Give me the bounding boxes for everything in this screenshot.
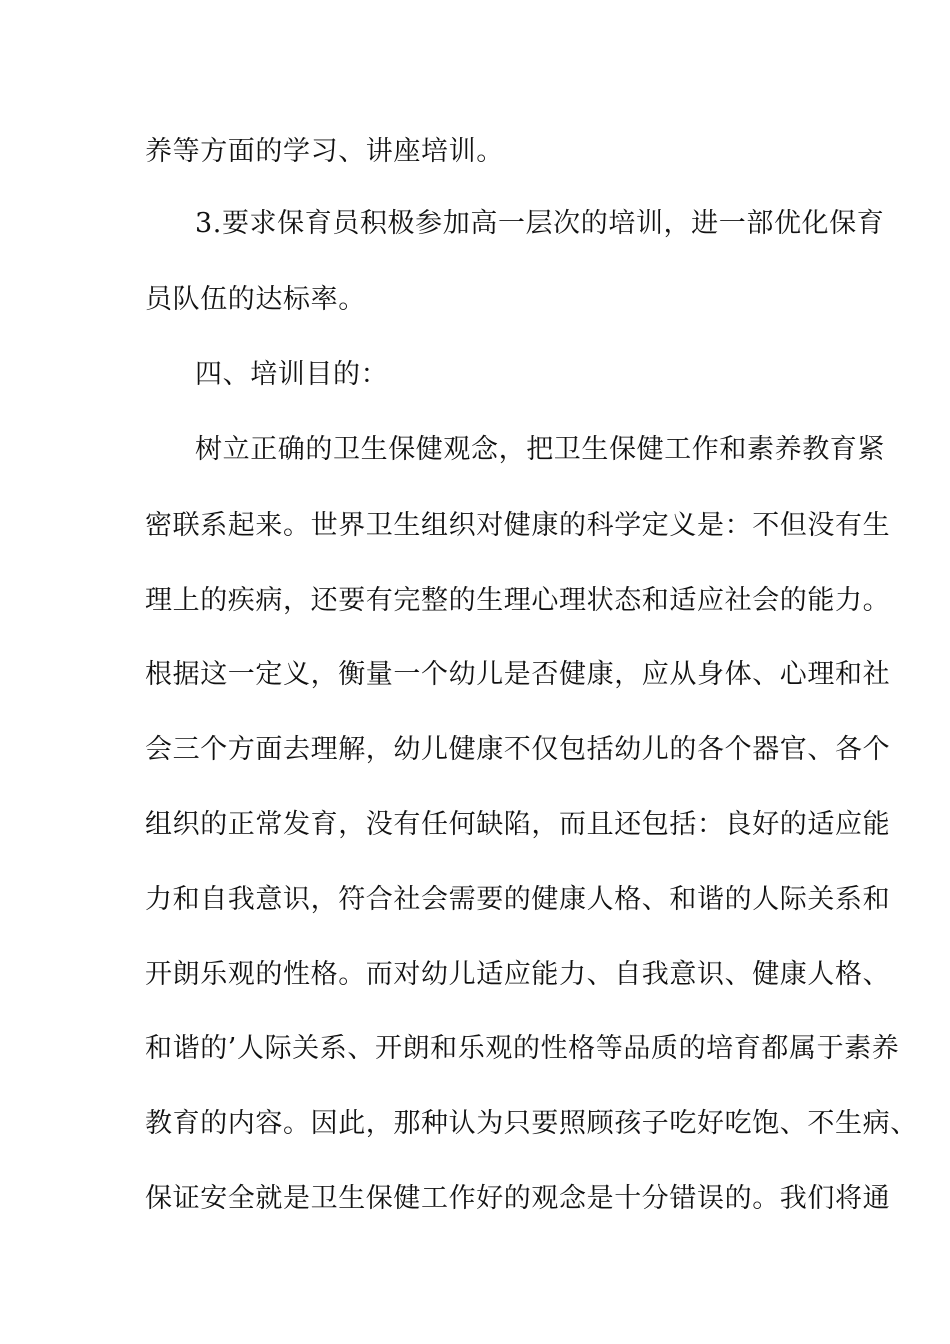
- text-line-12: 开朗乐观的性格。而对幼儿适应能力、自我意识、健康人格、: [145, 959, 891, 990]
- text-line-15: 保证安全就是卫生保健工作好的观念是十分错误的。我们将通: [145, 1183, 891, 1214]
- text-line-14: 教育的内容。因此，那种认为只要照顾孩子吃好吃饱、不生病、: [145, 1108, 918, 1139]
- text-line-5: 树立正确的卫生保健观念，把卫生保健工作和素养教育紧: [195, 434, 885, 465]
- text-line-8: 根据这一定义，衡量一个幼儿是否健康，应从身体、心理和社: [145, 659, 891, 690]
- text-line-9: 会三个方面去理解，幼儿健康不仅包括幼儿的各个器官、各个: [145, 734, 891, 765]
- text-line-13: 和谐的’人际关系、开朗和乐观的性格等品质的培育都属于素养: [145, 1033, 900, 1064]
- text-line-7: 理上的疾病，还要有完整的生理心理状态和适应社会的能力。: [145, 585, 891, 616]
- text-line-6: 密联系起来。世界卫生组织对健康的科学定义是：不但没有生: [145, 510, 891, 541]
- text-line-2: 3.要求保育员积极参加高一层次的培训，进一部优化保育: [195, 208, 885, 239]
- text-line-1: 养等方面的学习、讲座培训。: [145, 136, 504, 167]
- text-line-3: 员队伍的达标率。: [145, 284, 366, 315]
- section-heading: 四、培训目的：: [195, 359, 389, 390]
- text-line-10: 组织的正常发育，没有任何缺陷，而且还包括：良好的适应能: [145, 809, 891, 840]
- text-line-11: 力和自我意识，符合社会需要的健康人格、和谐的人际关系和: [145, 884, 891, 915]
